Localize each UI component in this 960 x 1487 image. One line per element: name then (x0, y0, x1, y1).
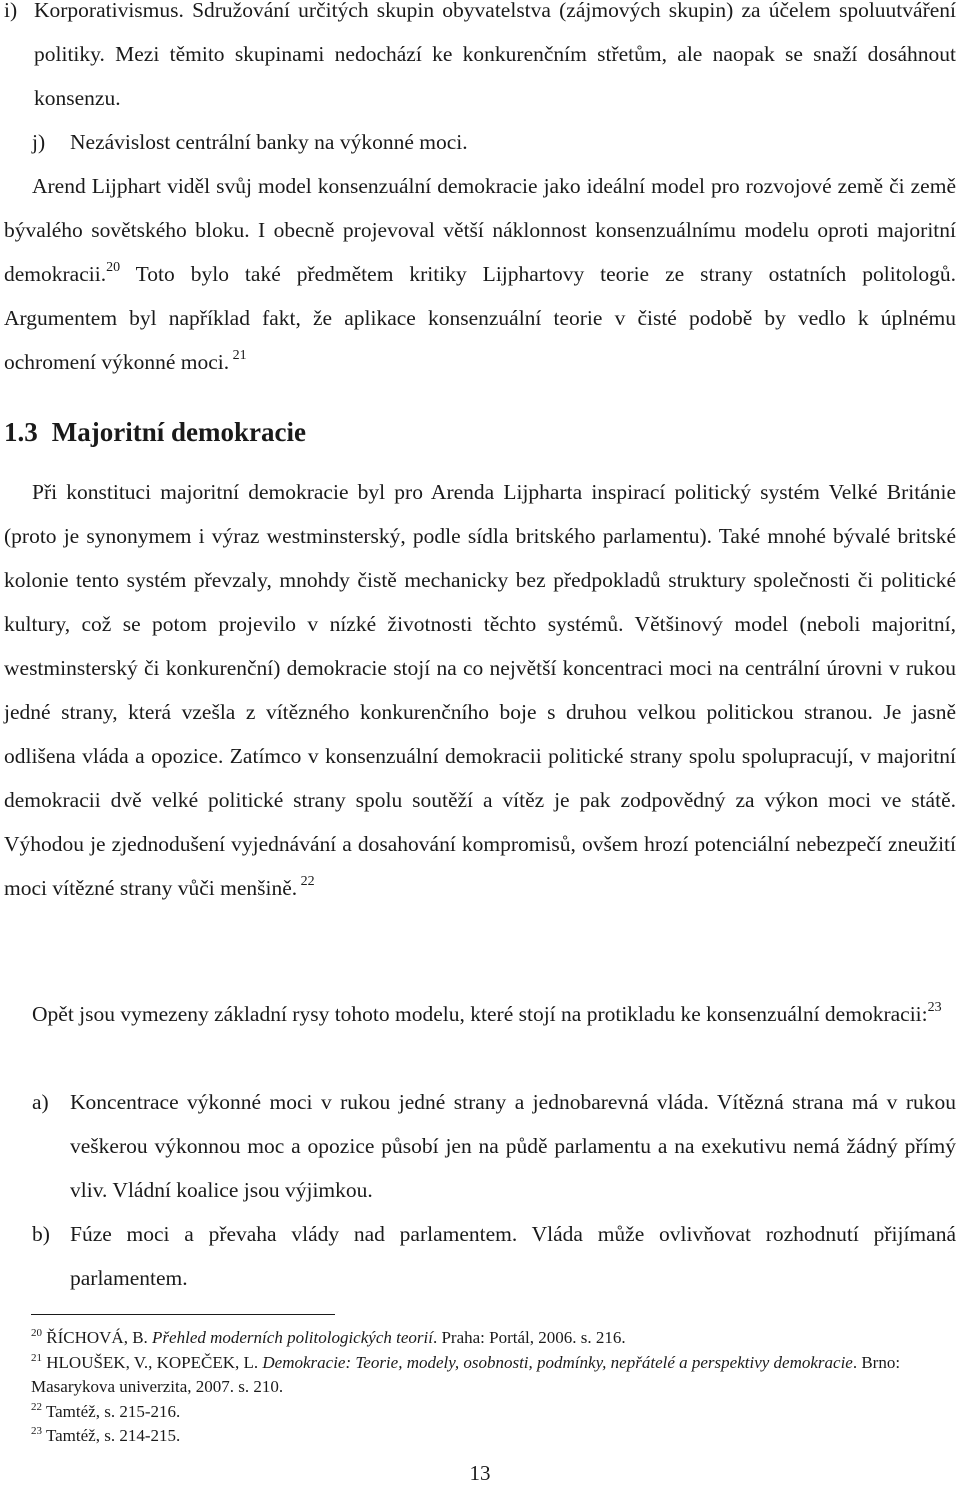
footnote-text: Tamtéž, s. 214-215. (42, 1426, 181, 1445)
footnote-text: . Praha: Portál, 2006. s. 216. (432, 1328, 626, 1347)
bottom-list (4, 1080, 956, 1300)
footnote-text: . Brno: Masarykova univerzita, 2007. s. 210. (31, 1352, 901, 1396)
footnote-ref[interactable]: 22 (297, 874, 315, 889)
list-item (4, 1212, 956, 1300)
list-item-text: Nezávislost centrální banky na výkonné moci. (70, 130, 468, 154)
footnote-number: 21 (31, 1351, 42, 1364)
top-list (4, 0, 956, 164)
footnote-number: 20 (31, 1327, 42, 1339)
paragraph-text: Arend Lijphart viděl svůj model konsenzuální demokracie jako ideální model pro rozvojové země či země bývalého sovětského bloku. I obecně projevoval větší náklonnost konsenzuálnímu modelu oproti majoritní demokracii. (4, 174, 956, 286)
section-number: 1.3 (4, 417, 38, 447)
list-marker: i) (4, 0, 18, 22)
footnote (31, 1351, 956, 1400)
page-number: 13 (469, 1461, 491, 1485)
paragraph-rysy (4, 992, 956, 1036)
footnotes (31, 1326, 956, 1449)
list-item-text: Koncentrace výkonné moci v rukou jedné strany a jednobarevná vláda. Vítězná strana má v rukou veškerou výkonnou moc a opozice působí jen na půdě parlamentu a na exekutivu nemá žádný přímý vliv. Vládní koalice jsou výjimkou. (70, 1090, 956, 1202)
footnote-number: 23 (31, 1425, 42, 1437)
section-title: Majoritní demokracie (51, 417, 306, 447)
list-item (4, 0, 956, 120)
section-heading (4, 410, 306, 454)
paragraph-text: Při konstituci majoritní demokracie byl pro Arenda Lijpharta inspirací politický systém Velké Británie (proto je synonymem i výraz westminsterský, podle sídla britského parlamentu). Také mnohé bývalé britské kolonie tento systém převzaly, mnohdy čistě mechanicky bez předpokladů struktury společnosti či politické kultury, což se potom projevilo v nízké životnosti těchto systémů. Většinový model (neboli majoritní, westminsterský či konkurenční) demokracie stojí na co největší koncentraci moci na centrální úrovni v rukou jedné strany, která vzešla z vítězného konkurenčního boje s druhou velkou politickou stranou. Je jasně odlišena vláda a opozice. Zatímco v konsenzuální demokracii politické strany spolu spolupracují, v majoritní demokracii dvě velké politické strany spolu soutěží a vítěz je pak zodpovědný za výkon moci ve státě. Výhodou je zjednodušení vyjednávání a dosahování kompromisů, ovšem hrozí potenciální nebezpečí zneužití moci vítězné strany vůči menšině. (4, 480, 956, 900)
footnote-ref[interactable]: 23 (927, 1000, 942, 1015)
footnote-divider (31, 1314, 335, 1315)
paragraph-text: Opět jsou vymezeny základní rysy tohoto modelu, které stojí na protikladu ke konsenzuální demokracii: (32, 1002, 928, 1026)
list-marker: b) (32, 1222, 50, 1246)
footnote-number: 22 (31, 1400, 42, 1413)
footnote-ref[interactable]: 21 (229, 348, 247, 363)
footnote (31, 1400, 956, 1425)
footnote (31, 1326, 956, 1351)
list-item-text: Fúze moci a převaha vlády nad parlamentem. Vláda může ovlivňovat rozhodnutí přijímaná parlamentem. (70, 1222, 956, 1290)
list-marker: j) (32, 130, 46, 154)
footnote-title: Demokracie: Teorie, modely, osobnosti, podmínky, nepřátelé a perspektivy demokracie (262, 1352, 853, 1372)
paragraph-majoritni (4, 470, 956, 910)
paragraph-text: Toto bylo také předmětem kritiky Lijphartovy teorie ze strany ostatních politologů. Argumentem byl například fakt, že aplikace konsenzuální teorie v čisté podobě by vedlo k úplnému ochromení výkonné moci. (4, 262, 956, 374)
list-item-text: Korporativismus. Sdružování určitých skupin obyvatelstva (zájmových skupin) za účelem spoluutváření politiky. Mezi těmito skupinami nedochází ke konkurenčním střetům, ale naopak se snaží dosáhnout konsenzu. (34, 0, 956, 110)
footnote-text: ŘÍCHOVÁ, B. (42, 1328, 153, 1347)
list-item (4, 1080, 956, 1212)
footnote-ref[interactable]: 20 (106, 260, 121, 275)
list-item (4, 120, 956, 164)
footnote (31, 1424, 956, 1449)
footnote-text: HLOUŠEK, V., KOPEČEK, L. (42, 1352, 263, 1372)
footnote-text: Tamtéž, s. 215-216. (42, 1401, 181, 1421)
list-marker: a) (32, 1090, 49, 1114)
paragraph-lijphart (4, 164, 956, 384)
footnote-title: Přehled moderních politologických teorií (152, 1328, 433, 1347)
